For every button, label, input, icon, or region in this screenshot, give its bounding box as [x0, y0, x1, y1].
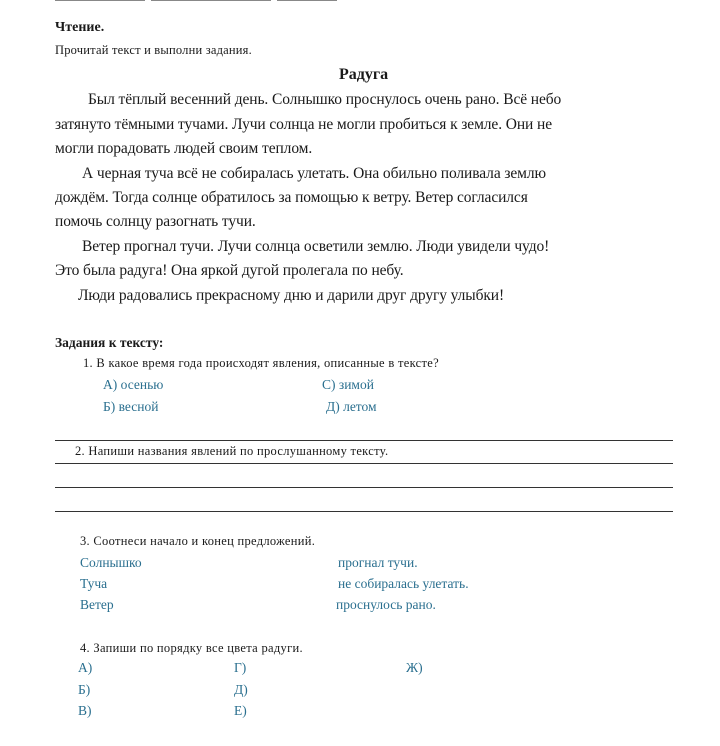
- q3-end-3[interactable]: проснулось рано.: [336, 597, 436, 612]
- q4-letter-b[interactable]: Б): [78, 682, 91, 697]
- q4-letter-v[interactable]: В): [78, 703, 92, 718]
- answer-line[interactable]: [55, 511, 673, 512]
- q1-option-d[interactable]: Д) летом: [326, 399, 377, 414]
- answer-line[interactable]: [55, 440, 673, 441]
- story-line: помочь солнцу разогнать тучи.: [55, 213, 256, 230]
- question-4: 4. Запиши по порядку все цвета радуги.: [80, 641, 303, 655]
- story-line: дождём. Тогда солнце обратилось за помощью к ветру. Ветер согласился: [55, 189, 528, 206]
- q3-end-1[interactable]: прогнал тучи.: [338, 555, 418, 570]
- q1-option-b[interactable]: Б) весной: [103, 399, 159, 414]
- story-line: А черная туча всё не собиралась улетать. Она обильно поливала землю: [82, 165, 546, 182]
- q4-letter-g[interactable]: Г): [234, 660, 247, 675]
- story-line: Люди радовались прекрасному дню и дарили друг другу улыбки!: [78, 287, 505, 304]
- story-line: могли порадовать людей своим теплом.: [55, 140, 313, 157]
- question-1: 1. В какое время года происходят явления, описанные в тексте?: [83, 356, 439, 370]
- q4-letter-d[interactable]: Д): [234, 682, 248, 697]
- answer-line[interactable]: [55, 463, 673, 464]
- tasks-heading: Задания к тексту:: [55, 335, 164, 350]
- story-line: Ветер прогнал тучи. Лучи солнца осветили землю. Люди увидели чудо!: [82, 238, 550, 255]
- section-instruction: Прочитай текст и выполни задания.: [55, 43, 252, 57]
- q1-option-c[interactable]: С) зимой: [322, 377, 374, 392]
- question-3: 3. Соотнеси начало и конец предложений.: [80, 534, 316, 548]
- section-heading: Чтение.: [55, 20, 105, 35]
- q4-letter-e[interactable]: Е): [234, 703, 247, 718]
- cropped-top-text: [55, 0, 355, 4]
- q3-start-3[interactable]: Ветер: [80, 597, 114, 612]
- q3-start-1[interactable]: Солнышко: [80, 555, 142, 570]
- q3-start-2[interactable]: Туча: [80, 576, 108, 591]
- q4-letter-a[interactable]: А): [78, 660, 93, 675]
- story-line: затянуто тёмными тучами. Лучи солнца не могли пробиться к земле. Они не: [55, 116, 552, 133]
- story-title: Радуга: [339, 66, 389, 83]
- story-line: Это была радуга! Она яркой дугой пролегала по небу.: [55, 262, 404, 279]
- q3-end-2[interactable]: не собиралась улетать.: [338, 576, 469, 591]
- q4-letter-zh[interactable]: Ж): [406, 660, 423, 675]
- question-2: 2. Напиши названия явлений по прослушанному тексту.: [75, 444, 389, 458]
- answer-line[interactable]: [55, 487, 673, 488]
- story-line: Был тёплый весенний день. Солнышко проснулось очень рано. Всё небо: [88, 91, 562, 108]
- q1-option-a[interactable]: А) осенью: [103, 377, 164, 392]
